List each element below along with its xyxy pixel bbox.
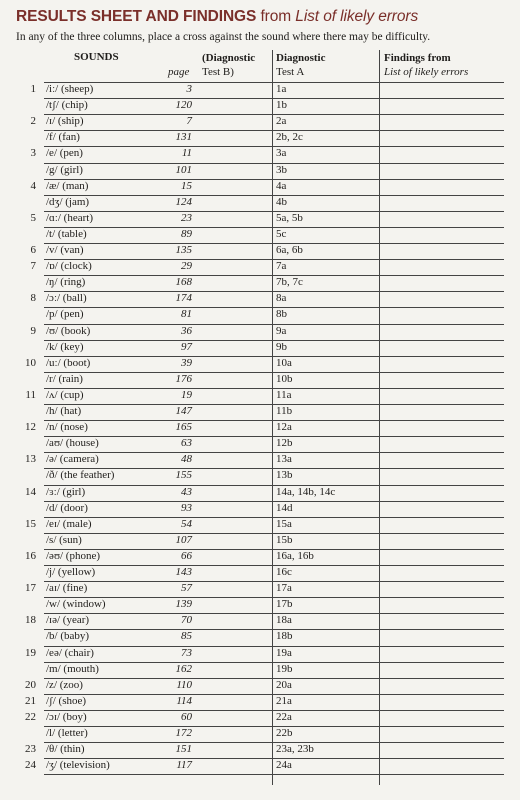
sound-cell: /w/ (window) [46, 598, 106, 611]
test-a-cell: 12a [276, 421, 292, 434]
row-number: 13 [25, 453, 36, 466]
table-row [25, 742, 504, 758]
table-row [25, 678, 504, 694]
table-row [30, 146, 504, 162]
row-divider [44, 774, 504, 775]
test-a-cell: 24a [276, 759, 292, 772]
row-number: 9 [30, 324, 36, 337]
test-a-cell: 14a, 14b, 14c [276, 485, 336, 498]
sound-cell: /aʊ/ (house) [46, 437, 99, 450]
table-row [44, 436, 504, 452]
page-cell: 81 [181, 308, 192, 321]
row-number: 16 [25, 549, 36, 562]
page-cell: 110 [176, 678, 192, 691]
page-cell: 36 [181, 324, 192, 337]
table-row [30, 211, 504, 227]
row-number: 21 [25, 694, 36, 707]
page-cell: 19 [181, 388, 192, 401]
table-row [25, 388, 504, 404]
row-number: 18 [25, 614, 36, 627]
table-row [44, 662, 504, 678]
page-cell: 147 [175, 405, 192, 417]
table-row [25, 517, 504, 533]
page-cell: 162 [175, 662, 192, 675]
test-a-cell: 9b [276, 340, 287, 353]
test-a-cell: 16c [276, 566, 292, 578]
table-row [44, 227, 504, 243]
row-number: 12 [25, 421, 36, 434]
row-number: 11 [25, 388, 36, 401]
sound-cell: /θ/ (thin) [46, 743, 85, 756]
row-number: 3 [30, 147, 36, 160]
row-number: 10 [25, 356, 36, 369]
row-number: 1 [30, 83, 36, 95]
table-row [25, 452, 504, 468]
page-cell: 3 [186, 83, 192, 95]
sound-cell: /ʃ/ (shoe) [46, 694, 87, 707]
test-a-cell: 4b [276, 195, 287, 208]
col-header-sounds: SOUNDS [74, 51, 119, 63]
table-row [25, 485, 504, 501]
page-cell: 70 [181, 614, 192, 627]
sound-cell: /ɪə/ (year) [46, 614, 90, 627]
page-cell: 60 [181, 710, 192, 723]
table-row [44, 501, 504, 517]
table-row [30, 114, 504, 130]
table-row [44, 468, 504, 484]
table-row [44, 307, 504, 323]
table-row [25, 758, 504, 774]
page-cell: 139 [175, 598, 192, 611]
test-a-cell: 12b [276, 437, 293, 450]
sound-cell: /ɒ/ (clock) [46, 260, 92, 273]
sound-cell: /ɪ/ (ship) [46, 115, 84, 128]
test-a-cell: 21a [276, 694, 292, 707]
sound-cell: /n/ (nose) [46, 421, 88, 434]
sound-cell: /p/ (pen) [46, 308, 84, 321]
sound-cell: /ɑː/ (heart) [46, 211, 93, 224]
sound-cell: /f/ (fan) [46, 131, 80, 144]
test-a-cell: 20a [276, 678, 292, 691]
page-cell: 151 [175, 743, 192, 756]
table-row [44, 533, 504, 549]
page-cell: 15 [181, 179, 192, 192]
table-row [30, 324, 504, 340]
test-a-cell: 13a [276, 453, 292, 466]
sound-cell: /b/ (baby) [46, 630, 90, 643]
results-table [25, 50, 504, 785]
table-row [44, 340, 504, 356]
table-row [44, 565, 504, 581]
page-cell: 168 [175, 276, 192, 289]
row-number: 20 [25, 678, 36, 691]
col-header-diag-b-2: Test B) [202, 66, 234, 78]
sound-cell: /ŋ/ (ring) [46, 276, 86, 289]
test-a-cell: 17b [276, 598, 293, 611]
row-number: 8 [30, 292, 36, 305]
sound-cell: /m/ (mouth) [46, 662, 99, 675]
sound-cell: /s/ (sun) [46, 533, 82, 546]
test-a-cell: 17a [276, 582, 292, 595]
row-number: 24 [25, 759, 36, 772]
page-cell: 124 [175, 195, 192, 208]
sound-cell: /iː/ (sheep) [46, 83, 94, 95]
page-cell: 174 [175, 292, 192, 305]
page-cell: 120 [175, 99, 192, 112]
test-a-cell: 22b [276, 727, 293, 739]
row-number: 17 [25, 582, 36, 595]
row-number: 15 [25, 517, 36, 530]
test-a-cell: 15a [276, 517, 292, 530]
sound-cell: /e/ (pen) [46, 147, 83, 160]
test-a-cell: 6a, 6b [276, 244, 303, 256]
table-row [30, 179, 504, 195]
page-cell: 176 [175, 372, 192, 385]
test-a-cell: 4a [276, 179, 287, 192]
sound-cell: /k/ (key) [46, 340, 84, 353]
title-from: from [260, 8, 292, 25]
row-number: 7 [30, 260, 36, 273]
sound-cell: /h/ (hat) [46, 405, 82, 417]
test-a-cell: 8b [276, 308, 287, 321]
row-number: 6 [30, 244, 36, 256]
test-a-cell: 5a, 5b [276, 211, 303, 224]
test-a-cell: 11a [276, 388, 292, 401]
table-row [25, 549, 504, 565]
page-cell: 172 [175, 727, 192, 739]
sound-cell: /æ/ (man) [46, 179, 89, 192]
test-a-cell: 18a [276, 614, 292, 627]
sound-cell: /ɔɪ/ (boy) [46, 710, 87, 723]
test-a-cell: 9a [276, 324, 287, 337]
page-title [16, 8, 418, 26]
row-number: 14 [25, 485, 36, 498]
table-row [30, 291, 504, 307]
table-row [44, 629, 504, 645]
row-number: 22 [25, 710, 36, 723]
test-a-cell: 19a [276, 646, 292, 659]
test-a-cell: 22a [276, 710, 292, 723]
col-header-findings-2: List of likely errors [384, 66, 469, 78]
page-cell: 43 [181, 485, 192, 498]
col-header-diag-a-1: Diagnostic [276, 52, 326, 64]
test-a-cell: 10a [276, 356, 292, 369]
sound-cell: /əʊ/ (phone) [46, 549, 100, 562]
page-cell: 165 [175, 421, 192, 434]
instruction-text: In any of the three columns, place a cross against the sound where there may be difficulty. [16, 31, 431, 43]
page-cell: 85 [181, 630, 192, 643]
row-number: 4 [30, 179, 36, 192]
col-header-diag-a-2: Test A [276, 66, 305, 78]
table-row [25, 710, 504, 726]
test-a-cell: 18b [276, 630, 293, 643]
sound-cell: /eɪ/ (male) [46, 517, 92, 530]
test-a-cell: 8a [276, 292, 287, 305]
page-cell: 57 [181, 582, 192, 595]
page-cell: 97 [181, 340, 192, 353]
title-main: RESULTS SHEET AND FINDINGS [16, 8, 257, 25]
table-row [30, 259, 504, 275]
sound-cell: /ʊ/ (book) [46, 324, 91, 337]
page-cell: 117 [176, 759, 192, 772]
test-a-cell: 3b [276, 163, 287, 176]
table-row [25, 613, 504, 629]
table-row [44, 163, 504, 179]
page-cell: 63 [181, 437, 192, 450]
page-cell: 131 [175, 131, 192, 144]
test-a-cell: 2a [276, 115, 287, 128]
sound-cell: /l/ (letter) [46, 727, 88, 739]
table-row [25, 694, 504, 710]
table-row [30, 243, 504, 259]
page-cell: 11 [181, 147, 192, 160]
table-row [44, 404, 504, 420]
table-row [30, 82, 504, 98]
sound-cell: /ɜː/ (girl) [46, 485, 86, 498]
row-number: 19 [25, 646, 36, 659]
table-row [44, 195, 504, 211]
sound-cell: /ʒ/ (television) [46, 759, 110, 772]
sound-cell: /r/ (rain) [46, 372, 83, 385]
test-a-cell: 23a, 23b [276, 743, 314, 756]
row-number: 23 [25, 743, 36, 756]
test-a-cell: 14d [276, 501, 293, 514]
test-a-cell: 13b [276, 469, 293, 482]
page-cell: 23 [181, 211, 192, 224]
table-row [44, 275, 504, 291]
table-row [25, 581, 504, 597]
table-row [25, 356, 504, 372]
sound-cell: /ð/ (the feather) [46, 469, 115, 482]
sound-cell: /j/ (yellow) [46, 566, 96, 578]
page-cell: 114 [176, 694, 192, 707]
sound-cell: /dʒ/ (jam) [46, 195, 90, 208]
page-cell: 39 [181, 356, 192, 369]
page-cell: 135 [175, 244, 192, 256]
table-row [25, 420, 504, 436]
page-cell: 73 [181, 646, 192, 659]
page-cell: 66 [181, 549, 192, 562]
table-row [44, 597, 504, 613]
page-cell: 54 [181, 517, 192, 530]
page-cell: 107 [175, 533, 192, 546]
table-row [44, 98, 504, 114]
sound-cell: /aɪ/ (fine) [46, 582, 88, 595]
row-number: 2 [30, 115, 36, 128]
sound-cell: /uː/ (boot) [46, 356, 91, 369]
sound-cell: /ʌ/ (cup) [46, 388, 84, 401]
test-a-cell: 2b, 2c [276, 131, 303, 144]
sound-cell: /tʃ/ (chip) [46, 99, 88, 112]
page-cell: 101 [175, 163, 192, 176]
sound-cell: /ə/ (camera) [46, 453, 99, 466]
sound-cell: /g/ (girl) [46, 163, 83, 176]
page-cell: 155 [175, 469, 192, 482]
row-number: 5 [30, 211, 36, 224]
sound-cell: /v/ (van) [46, 244, 84, 256]
table-row [44, 372, 504, 388]
test-a-cell: 1b [276, 99, 287, 112]
test-a-cell: 16a, 16b [276, 549, 314, 562]
page-cell: 89 [181, 227, 192, 240]
table-row [25, 646, 504, 662]
test-a-cell: 10b [276, 372, 293, 385]
title-tail [260, 8, 418, 25]
test-a-cell: 3a [276, 147, 287, 160]
col-header-findings-1: Findings from [384, 52, 451, 64]
test-a-cell: 1a [276, 83, 287, 95]
table-row [44, 726, 504, 742]
page-cell: 143 [175, 566, 192, 578]
col-header-diag-b-1: (Diagnostic [202, 52, 256, 64]
test-a-cell: 7a [276, 260, 287, 273]
sound-cell: /z/ (zoo) [46, 678, 83, 691]
page-cell: 29 [181, 260, 192, 273]
col-header-page: page [168, 66, 190, 78]
sound-cell: /ɔː/ (ball) [46, 292, 87, 305]
test-a-cell: 19b [276, 662, 293, 675]
test-a-cell: 15b [276, 533, 293, 546]
test-a-cell: 11b [276, 405, 293, 417]
sound-cell: /eə/ (chair) [46, 646, 94, 659]
sound-cell: /t/ (table) [46, 227, 87, 240]
page-cell: 7 [186, 115, 192, 128]
title-source: List of likely errors [295, 8, 419, 25]
sound-cell: /d/ (door) [46, 501, 88, 514]
test-a-cell: 7b, 7c [276, 276, 303, 289]
page-cell: 93 [181, 501, 192, 514]
table-row [44, 130, 504, 146]
test-a-cell: 5c [276, 227, 287, 240]
page-cell: 48 [181, 453, 192, 466]
